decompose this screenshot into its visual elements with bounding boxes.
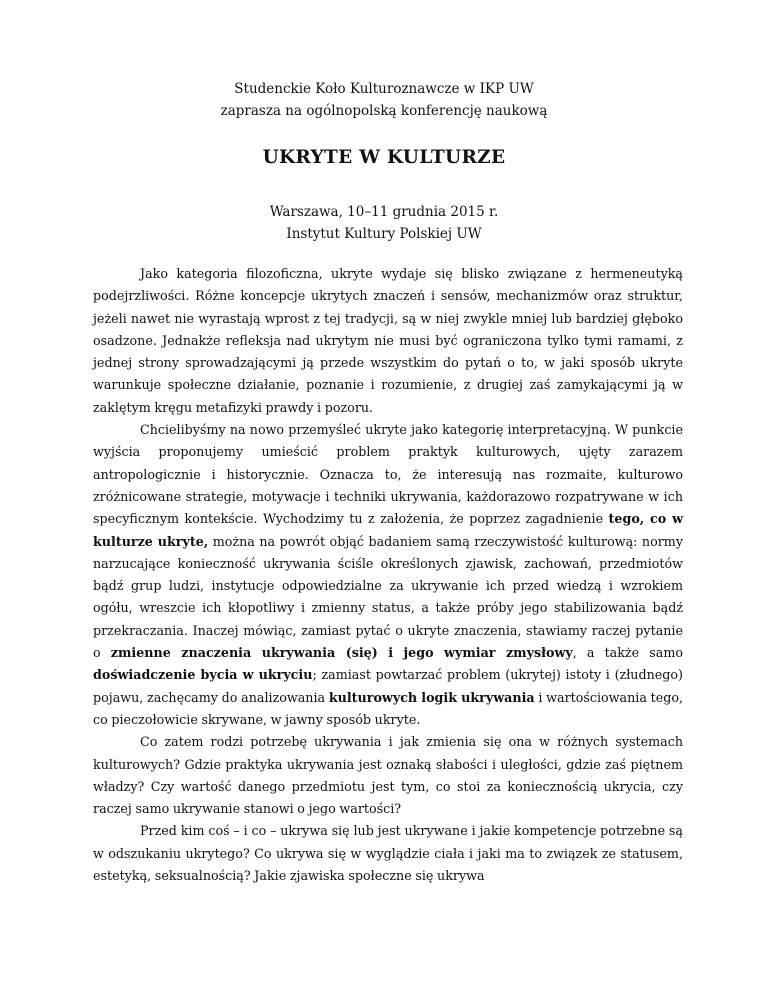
text-segment: i wartościowania tego, co pieczołowicie skrywane, w jawny sposób ukryte. <box>93 689 684 727</box>
organizer-line: Studenckie Koło Kulturoznawcze w IKP UW <box>234 81 534 97</box>
date-line: Warszawa, 10–11 grudnia 2015 r. <box>269 204 499 220</box>
invitation-line: zaprasza na ogólnopolską konferencję naukową <box>220 103 548 119</box>
paragraph-3: Co zatem rodzi potrzebę ukrywania i jak zmienia się ona w różnych systemach kulturowych? Gdzie praktyka ukrywania jest oznaką słabości i uległości, gdzie zaś piętnem władzy? Czy wartość danego przedmiotu jest tym, co stoi za koniecznością ukrycia, czy raczej samo ukrywanie stanowi o jego wartości? <box>93 734 683 817</box>
body-text <box>93 263 683 887</box>
text-segment: ; zamiast powtarzać problem (ukrytej) istoty i (złudnego) pojawu, zachęcamy do analizowania <box>93 667 683 705</box>
bold-phrase: kulturowych logik ukrywania <box>328 689 535 705</box>
text-segment: , a także samo <box>572 645 683 661</box>
text-segment: można na powrót objąć badaniem samą rzeczywistość kulturową: normy narzucające konieczność ukrywania ściśle określonych zjawisk, zachowań, przedmiotów bądź grup ludzi, instytucje odpowiedzialne za ukrywanie ich przed wiedzą i wzrokiem ogółu, wreszcie ich kłopotliwy i zmienny status, a także próby jego stabilizowania bądź przekraczania. Inaczej mówiąc, zamiast pytać o ukryte znaczenia, stawiamy raczej pytanie o <box>93 533 683 661</box>
paragraph-2 <box>93 419 683 731</box>
organizer-block <box>0 78 768 122</box>
paragraph-4: Przed kim coś – i co – ukrywa się lub jest ukrywane i jakie kompetencje potrzebne są w odszukaniu ukrytego? Co ukrywa się w wyglądzie ciała i jaki ma to związek ze statusem, estetyką, seksualnością? Jakie zjawiska społeczne się ukrywa <box>93 823 683 884</box>
paragraph-1: Jako kategoria filozoficzna, ukryte wydaje się blisko związane z hermeneutyką podejrzliwości. Różne koncepcje ukrytych znaczeń i sensów, mechanizmów oraz struktur, jeżeli nawet nie wyrastają wprost z tej tradycji, są w niej zwykle mniej lub bardziej głęboko osadzone. Jednakże refleksja nad ukrytym nie musi być ograniczona tylko tymi ramami, z jednej strony sprowadzającymi ją przede wszystkim do pytań o to, w jaki sposób ukryte warunkuje społeczne działanie, poznanie i rozumienie, z drugiej zaś zamykającymi ją w zaklętym kręgu metafizyki prawdy i pozoru. <box>93 266 683 415</box>
bold-phrase: tego, co w kulturze ukryte, <box>93 511 683 549</box>
bold-phrase: zmienne znaczenia ukrywania (się) i jego wymiar zmysłowy <box>110 645 573 661</box>
conference-title: UKRYTE W KULTURZE <box>262 147 506 168</box>
text-segment: Chcielibyśmy na nowo przemyśleć ukryte jako kategorię interpretacyjną. W punkcie wyjścia proponujemy umieścić problem praktyk kulturowych, ujęty zarazem antropologicznie i historycznie. Oznacza to, że interesują nas rozmaite, kulturowo zróżnicowane strategie, motywacje i techniki ukrywania, każdorazowo rozpatrywane w ich specyficznym kontekście. Wychodzimy tu z założenia, że poprzez zagadnienie <box>93 422 683 527</box>
bold-phrase: doświadczenie bycia w ukryciu <box>93 667 313 683</box>
venue-line: Instytut Kultury Polskiej UW <box>286 226 482 242</box>
place-date-block <box>0 201 768 245</box>
